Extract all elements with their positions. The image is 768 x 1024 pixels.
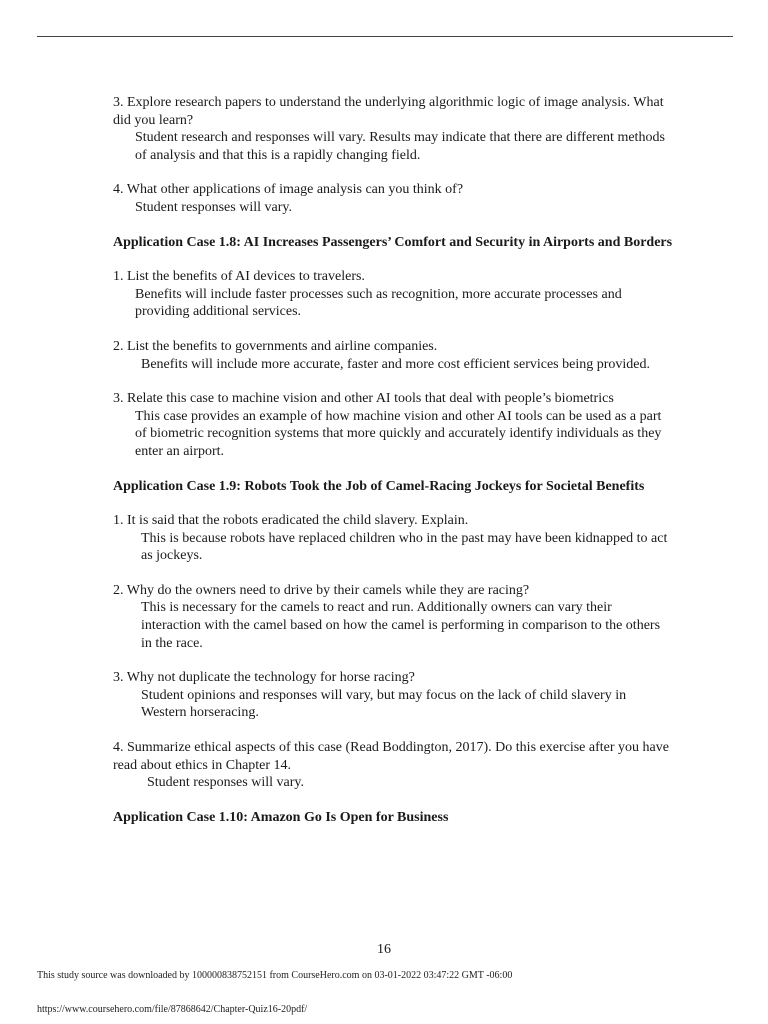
answer-text: Benefits will include faster processes such as recognition, more accurate processes and providing additional services. bbox=[135, 286, 622, 320]
document-body bbox=[113, 94, 673, 843]
question-item bbox=[113, 512, 673, 565]
question-item bbox=[113, 338, 673, 373]
answer-text: This is because robots have replaced children who in the past may have been kidnapped to act as jockeys. bbox=[141, 530, 668, 564]
case-heading: Application Case 1.8: AI Increases Passengers’ Comfort and Security in Airports and Borders bbox=[113, 234, 673, 250]
question-item bbox=[113, 582, 673, 652]
case-heading: Application Case 1.10: Amazon Go Is Open for Business bbox=[113, 809, 449, 825]
answer-text: This case provides an example of how machine vision and other AI tools can be used as a part of biometric recognition systems that more quickly and accurately identify individuals as they enter an airport. bbox=[135, 408, 662, 459]
source-url[interactable]: https://www.coursehero.com/file/87868642/Chapter-Quiz16-20pdf/ bbox=[37, 1004, 308, 1015]
answer-text: Student responses will vary. bbox=[135, 199, 292, 215]
answer-text: Student responses will vary. bbox=[147, 775, 304, 791]
answer-text: Benefits will include more accurate, faster and more cost efficient services being provided. bbox=[141, 356, 650, 372]
question-text: 2. Why do the owners need to drive by their camels while they are racing? bbox=[113, 582, 530, 598]
question-item bbox=[113, 390, 673, 460]
page-number: 16 bbox=[377, 942, 391, 957]
question-text: 4. Summarize ethical aspects of this case (Read Boddington, 2017). Do this exercise after you have read about ethics in Chapter 14. bbox=[113, 740, 669, 773]
question-item bbox=[113, 94, 673, 164]
question-text: 3. Why not duplicate the technology for horse racing? bbox=[113, 670, 415, 686]
answer-text: This is necessary for the camels to react and run. Additionally owners can vary their interaction with the camel based on how the camel is performing in comparison to the others in the race. bbox=[141, 600, 661, 651]
question-text: 2. List the benefits to governments and airline companies. bbox=[113, 338, 438, 354]
header-rule bbox=[37, 36, 733, 37]
question-text: 3. Explore research papers to understand the underlying algorithmic logic of image analysis. What did you learn? bbox=[113, 95, 664, 128]
question-item bbox=[113, 669, 673, 722]
question-text: 1. List the benefits of AI devices to travelers. bbox=[113, 269, 365, 285]
question-text: 1. It is said that the robots eradicated the child slavery. Explain. bbox=[113, 513, 469, 529]
question-text: 4. What other applications of image analysis can you think of? bbox=[113, 182, 464, 198]
question-item bbox=[113, 268, 673, 321]
question-text: 3. Relate this case to machine vision and other AI tools that deal with people’s biometrics bbox=[113, 391, 614, 407]
case-heading: Application Case 1.9: Robots Took the Job of Camel-Racing Jockeys for Societal Benefits bbox=[113, 478, 645, 494]
answer-text: Student opinions and responses will vary, but may focus on the lack of child slavery in Western horseracing. bbox=[141, 687, 627, 721]
question-item bbox=[113, 181, 673, 216]
download-notice: This study source was downloaded by 100000838752151 from CourseHero.com on 03-01-2022 03:47:22 GMT -06:00 bbox=[37, 970, 513, 981]
answer-text: Student research and responses will vary. Results may indicate that there are different methods of analysis and that this is a rapidly changing field. bbox=[135, 130, 665, 163]
question-item bbox=[113, 739, 673, 792]
